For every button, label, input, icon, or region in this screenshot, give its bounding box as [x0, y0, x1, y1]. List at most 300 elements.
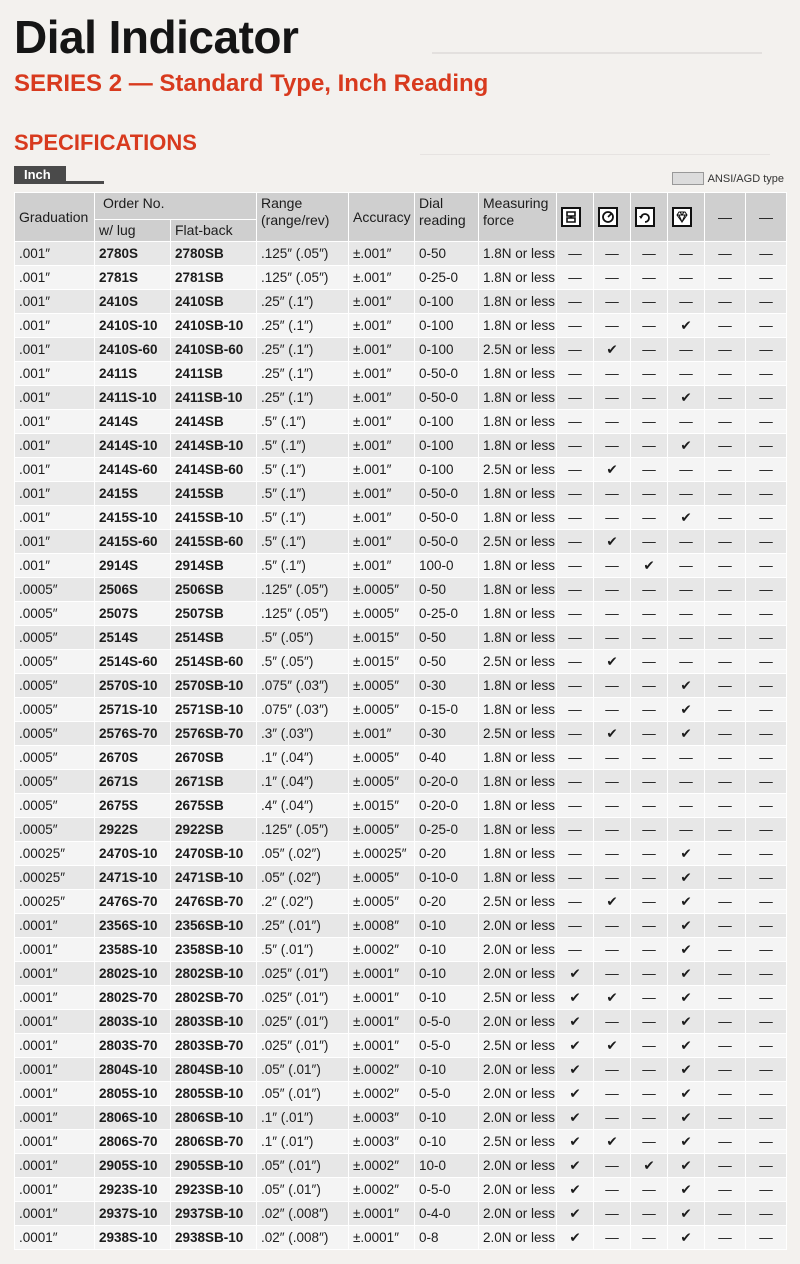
cell-feature-1: —	[557, 242, 594, 266]
cell-order-w-lug: 2476S-70	[95, 890, 171, 914]
cell-order-w-lug: 2670S	[95, 746, 171, 770]
cell-feature-2: —	[594, 674, 631, 698]
cell-measuring-force: 2.5N or less	[479, 1130, 557, 1154]
cell-order-w-lug: 2356S-10	[95, 914, 171, 938]
legend-swatch	[672, 172, 704, 185]
table-row	[15, 1082, 787, 1106]
cell-dial-reading: 0-25-0	[415, 818, 479, 842]
cell-range: .125″ (.05″)	[257, 818, 349, 842]
cell-feature-3: —	[631, 1226, 668, 1250]
cell-measuring-force: 2.5N or less	[479, 530, 557, 554]
cell-dial-reading: 0-10	[415, 1106, 479, 1130]
cell-feature-6: —	[746, 890, 787, 914]
cell-feature-2: —	[594, 1154, 631, 1178]
cell-feature-4: —	[668, 554, 705, 578]
cell-order-flat-back: 2804SB-10	[171, 1058, 257, 1082]
cell-order-w-lug: 2781S	[95, 266, 171, 290]
cell-order-w-lug: 2802S-10	[95, 962, 171, 986]
cell-order-flat-back: 2938SB-10	[171, 1226, 257, 1250]
cell-dial-reading: 0-50	[415, 650, 479, 674]
cell-feature-3: —	[631, 914, 668, 938]
cell-accuracy: ±.0005″	[349, 698, 415, 722]
cell-feature-1: —	[557, 602, 594, 626]
cell-feature-3: —	[631, 842, 668, 866]
cell-graduation: .0005″	[15, 602, 95, 626]
cell-feature-3: —	[631, 1058, 668, 1082]
cell-feature-4: —	[668, 794, 705, 818]
table-row	[15, 554, 787, 578]
cell-graduation: .0001″	[15, 1154, 95, 1178]
cell-accuracy: ±.0002″	[349, 1178, 415, 1202]
cell-feature-5: —	[705, 674, 746, 698]
cell-range: .25″ (.1″)	[257, 362, 349, 386]
cell-feature-4: ✔	[668, 938, 705, 962]
cell-feature-1: ✔	[557, 1226, 594, 1250]
cell-graduation: .0005″	[15, 650, 95, 674]
cell-measuring-force: 1.8N or less	[479, 842, 557, 866]
cell-feature-1: ✔	[557, 986, 594, 1010]
cell-feature-4: ✔	[668, 866, 705, 890]
cell-order-w-lug: 2410S-10	[95, 314, 171, 338]
cell-graduation: .001″	[15, 530, 95, 554]
cell-measuring-force: 1.8N or less	[479, 314, 557, 338]
cell-graduation: .0001″	[15, 1226, 95, 1250]
cell-order-w-lug: 2414S-10	[95, 434, 171, 458]
cell-order-flat-back: 2514SB	[171, 626, 257, 650]
table-row	[15, 434, 787, 458]
cell-feature-5: —	[705, 386, 746, 410]
cell-feature-4: —	[668, 266, 705, 290]
cell-graduation: .001″	[15, 266, 95, 290]
unit-tab: Inch	[14, 166, 66, 184]
cell-range: .125″ (.05″)	[257, 266, 349, 290]
cell-feature-5: —	[705, 1130, 746, 1154]
cell-feature-1: ✔	[557, 1178, 594, 1202]
cell-measuring-force: 2.5N or less	[479, 722, 557, 746]
cell-accuracy: ±.0002″	[349, 938, 415, 962]
cell-order-flat-back: 2414SB-60	[171, 458, 257, 482]
cell-feature-6: —	[746, 266, 787, 290]
cell-feature-4: ✔	[668, 1178, 705, 1202]
cell-feature-6: —	[746, 1010, 787, 1034]
legend	[672, 172, 784, 185]
cell-range: .3″ (.03″)	[257, 722, 349, 746]
cell-range: .125″ (.05″)	[257, 578, 349, 602]
cell-accuracy: ±.0008″	[349, 914, 415, 938]
cell-feature-5: —	[705, 1010, 746, 1034]
cell-feature-4: —	[668, 482, 705, 506]
cell-dial-reading: 0-50-0	[415, 482, 479, 506]
cell-graduation: .0005″	[15, 746, 95, 770]
cell-feature-5: —	[705, 338, 746, 362]
cell-graduation: .0001″	[15, 1178, 95, 1202]
cell-feature-6: —	[746, 1106, 787, 1130]
cell-measuring-force: 1.8N or less	[479, 602, 557, 626]
table-row	[15, 602, 787, 626]
cell-order-w-lug: 2576S-70	[95, 722, 171, 746]
cell-range: .02″ (.008″)	[257, 1202, 349, 1226]
cell-accuracy: ±.0005″	[349, 578, 415, 602]
cell-accuracy: ±.001″	[349, 506, 415, 530]
cell-feature-6: —	[746, 626, 787, 650]
table-row	[15, 1010, 787, 1034]
cell-feature-3: —	[631, 746, 668, 770]
cell-feature-1: —	[557, 554, 594, 578]
cell-feature-4: ✔	[668, 434, 705, 458]
cell-feature-4: ✔	[668, 1130, 705, 1154]
cell-measuring-force: 2.5N or less	[479, 458, 557, 482]
cell-accuracy: ±.0005″	[349, 770, 415, 794]
cell-dial-reading: 0-25-0	[415, 266, 479, 290]
cell-order-w-lug: 2415S-60	[95, 530, 171, 554]
cell-measuring-force: 2.5N or less	[479, 1034, 557, 1058]
cell-feature-4: —	[668, 338, 705, 362]
page-subtitle: SERIES 2 — Standard Type, Inch Reading	[14, 70, 489, 97]
cell-dial-reading: 0-100	[415, 410, 479, 434]
cell-feature-6: —	[746, 1058, 787, 1082]
cell-range: .02″ (.008″)	[257, 1226, 349, 1250]
cell-feature-2: —	[594, 386, 631, 410]
cell-order-flat-back: 2414SB-10	[171, 434, 257, 458]
table-row	[15, 818, 787, 842]
cell-accuracy: ±.001″	[349, 530, 415, 554]
cell-feature-2: —	[594, 410, 631, 434]
spec-table-body	[15, 242, 787, 1250]
cell-feature-1: —	[557, 410, 594, 434]
cell-measuring-force: 1.8N or less	[479, 578, 557, 602]
cell-range: .075″ (.03″)	[257, 698, 349, 722]
cell-accuracy: ±.001″	[349, 242, 415, 266]
cell-feature-2: —	[594, 866, 631, 890]
cell-feature-3: —	[631, 866, 668, 890]
cell-measuring-force: 2.5N or less	[479, 338, 557, 362]
cell-range: .1″ (.04″)	[257, 746, 349, 770]
cell-measuring-force: 2.0N or less	[479, 1058, 557, 1082]
cell-feature-3: —	[631, 530, 668, 554]
cell-order-w-lug: 2806S-70	[95, 1130, 171, 1154]
cell-accuracy: ±.0005″	[349, 866, 415, 890]
cell-range: .125″ (.05″)	[257, 242, 349, 266]
cell-dial-reading: 0-8	[415, 1226, 479, 1250]
cell-accuracy: ±.001″	[349, 362, 415, 386]
cell-accuracy: ±.0001″	[349, 1010, 415, 1034]
cell-feature-6: —	[746, 938, 787, 962]
cell-feature-6: —	[746, 770, 787, 794]
cell-feature-5: —	[705, 962, 746, 986]
cell-feature-2: —	[594, 818, 631, 842]
cell-graduation: .0001″	[15, 1010, 95, 1034]
cell-feature-3: —	[631, 362, 668, 386]
cell-measuring-force: 1.8N or less	[479, 410, 557, 434]
cell-order-w-lug: 2507S	[95, 602, 171, 626]
cell-feature-6: —	[746, 746, 787, 770]
cell-range: .25″ (.1″)	[257, 314, 349, 338]
cell-feature-5: —	[705, 650, 746, 674]
cell-feature-4: ✔	[668, 914, 705, 938]
cell-feature-5: —	[705, 722, 746, 746]
table-row	[15, 986, 787, 1010]
cell-feature-4: ✔	[668, 1082, 705, 1106]
cell-order-w-lug: 2506S	[95, 578, 171, 602]
cell-graduation: .0005″	[15, 818, 95, 842]
cell-range: .5″ (.1″)	[257, 554, 349, 578]
cell-feature-1: —	[557, 578, 594, 602]
cell-graduation: .0001″	[15, 962, 95, 986]
cell-measuring-force: 2.0N or less	[479, 962, 557, 986]
cell-range: .025″ (.01″)	[257, 986, 349, 1010]
cell-order-w-lug: 2922S	[95, 818, 171, 842]
table-row	[15, 506, 787, 530]
cell-feature-1: —	[557, 482, 594, 506]
cell-feature-2: —	[594, 314, 631, 338]
cell-graduation: .0005″	[15, 698, 95, 722]
cell-order-w-lug: 2415S-10	[95, 506, 171, 530]
cell-feature-5: —	[705, 818, 746, 842]
cell-dial-reading: 0-20-0	[415, 770, 479, 794]
cell-range: .125″ (.05″)	[257, 602, 349, 626]
cell-feature-1: —	[557, 914, 594, 938]
cell-feature-4: ✔	[668, 986, 705, 1010]
cell-dial-reading: 0-10	[415, 938, 479, 962]
cell-order-flat-back: 2476SB-70	[171, 890, 257, 914]
cell-feature-5: —	[705, 986, 746, 1010]
cell-feature-2: —	[594, 242, 631, 266]
cell-feature-3: —	[631, 962, 668, 986]
cell-range: .05″ (.01″)	[257, 1154, 349, 1178]
cell-feature-5: —	[705, 746, 746, 770]
cell-dial-reading: 0-25-0	[415, 602, 479, 626]
cell-order-flat-back: 2506SB	[171, 578, 257, 602]
cell-feature-5: —	[705, 434, 746, 458]
table-row	[15, 458, 787, 482]
cell-feature-5: —	[705, 938, 746, 962]
cell-feature-4: —	[668, 362, 705, 386]
cell-order-flat-back: 2914SB	[171, 554, 257, 578]
cell-feature-3: —	[631, 578, 668, 602]
table-row	[15, 1154, 787, 1178]
cell-feature-2: ✔	[594, 890, 631, 914]
cell-feature-6: —	[746, 1226, 787, 1250]
cell-order-flat-back: 2923SB-10	[171, 1178, 257, 1202]
cell-dial-reading: 0-15-0	[415, 698, 479, 722]
cell-feature-3: —	[631, 602, 668, 626]
cell-range: .05″ (.02″)	[257, 842, 349, 866]
cell-order-flat-back: 2780SB	[171, 242, 257, 266]
cell-feature-4: ✔	[668, 1034, 705, 1058]
cell-measuring-force: 1.8N or less	[479, 290, 557, 314]
cell-feature-4: —	[668, 242, 705, 266]
cell-dial-reading: 0-30	[415, 674, 479, 698]
cell-feature-6: —	[746, 842, 787, 866]
cell-dial-reading: 0-50-0	[415, 386, 479, 410]
cell-range: .05″ (.01″)	[257, 1058, 349, 1082]
cell-graduation: .0005″	[15, 674, 95, 698]
cell-feature-2: ✔	[594, 338, 631, 362]
cell-order-w-lug: 2937S-10	[95, 1202, 171, 1226]
cell-feature-4: ✔	[668, 506, 705, 530]
cell-feature-4: ✔	[668, 1010, 705, 1034]
cell-measuring-force: 1.8N or less	[479, 434, 557, 458]
cell-feature-1: ✔	[557, 1202, 594, 1226]
cell-feature-5: —	[705, 1202, 746, 1226]
table-row	[15, 578, 787, 602]
cell-dial-reading: 0-20	[415, 842, 479, 866]
cell-order-flat-back: 2470SB-10	[171, 842, 257, 866]
cell-order-w-lug: 2923S-10	[95, 1178, 171, 1202]
cell-order-flat-back: 2414SB	[171, 410, 257, 434]
table-row	[15, 482, 787, 506]
cell-feature-2: —	[594, 482, 631, 506]
cell-feature-3: —	[631, 650, 668, 674]
cell-feature-1: —	[557, 506, 594, 530]
cell-dial-reading: 0-5-0	[415, 1010, 479, 1034]
cell-feature-4: ✔	[668, 674, 705, 698]
cell-feature-5: —	[705, 578, 746, 602]
cell-feature-1: ✔	[557, 1154, 594, 1178]
cell-range: .25″ (.01″)	[257, 914, 349, 938]
cell-range: .4″ (.04″)	[257, 794, 349, 818]
cell-feature-2: —	[594, 362, 631, 386]
cell-accuracy: ±.001″	[349, 290, 415, 314]
cell-feature-5: —	[705, 1106, 746, 1130]
cell-feature-1: —	[557, 770, 594, 794]
cell-measuring-force: 2.0N or less	[479, 1226, 557, 1250]
cell-feature-1: —	[557, 530, 594, 554]
cell-feature-6: —	[746, 1154, 787, 1178]
cell-accuracy: ±.0003″	[349, 1130, 415, 1154]
cell-feature-6: —	[746, 1130, 787, 1154]
cell-order-w-lug: 2806S-10	[95, 1106, 171, 1130]
cell-accuracy: ±.0001″	[349, 1034, 415, 1058]
cell-order-flat-back: 2358SB-10	[171, 938, 257, 962]
cell-feature-5: —	[705, 314, 746, 338]
cell-measuring-force: 1.8N or less	[479, 794, 557, 818]
col-jeweled-bearing	[668, 193, 705, 242]
cell-accuracy: ±.00025″	[349, 842, 415, 866]
cell-graduation: .0001″	[15, 1202, 95, 1226]
cell-feature-6: —	[746, 362, 787, 386]
cell-dial-reading: 0-100	[415, 434, 479, 458]
cell-order-flat-back: 2471SB-10	[171, 866, 257, 890]
cell-feature-5: —	[705, 482, 746, 506]
cell-feature-6: —	[746, 458, 787, 482]
cell-feature-1: —	[557, 698, 594, 722]
cell-feature-4: ✔	[668, 1058, 705, 1082]
cell-accuracy: ±.001″	[349, 434, 415, 458]
cell-order-flat-back: 2803SB-10	[171, 1010, 257, 1034]
cell-feature-5: —	[705, 842, 746, 866]
cell-feature-6: —	[746, 482, 787, 506]
cell-feature-1: ✔	[557, 1130, 594, 1154]
cell-feature-2: —	[594, 842, 631, 866]
cell-feature-5: —	[705, 1178, 746, 1202]
cell-feature-5: —	[705, 266, 746, 290]
cell-feature-6: —	[746, 1178, 787, 1202]
cell-order-flat-back: 2576SB-70	[171, 722, 257, 746]
cell-order-flat-back: 2806SB-10	[171, 1106, 257, 1130]
cell-dial-reading: 0-10	[415, 962, 479, 986]
cell-feature-6: —	[746, 914, 787, 938]
cell-graduation: .0001″	[15, 1082, 95, 1106]
cell-feature-2: ✔	[594, 1130, 631, 1154]
cell-feature-3: —	[631, 1010, 668, 1034]
cell-feature-2: —	[594, 962, 631, 986]
cell-feature-3: —	[631, 482, 668, 506]
cell-feature-2: —	[594, 914, 631, 938]
cell-feature-6: —	[746, 506, 787, 530]
cell-feature-2: —	[594, 1106, 631, 1130]
cell-feature-5: —	[705, 530, 746, 554]
cell-order-w-lug: 2780S	[95, 242, 171, 266]
cell-feature-5: —	[705, 602, 746, 626]
cell-feature-4: —	[668, 746, 705, 770]
cell-dial-reading: 0-50-0	[415, 506, 479, 530]
table-row	[15, 770, 787, 794]
cell-feature-2: —	[594, 938, 631, 962]
cell-accuracy: ±.0005″	[349, 602, 415, 626]
cell-feature-5: —	[705, 290, 746, 314]
cell-feature-3: —	[631, 338, 668, 362]
cell-accuracy: ±.001″	[349, 410, 415, 434]
cell-measuring-force: 2.0N or less	[479, 1010, 557, 1034]
table-row	[15, 290, 787, 314]
cell-feature-6: —	[746, 866, 787, 890]
cell-order-w-lug: 2802S-70	[95, 986, 171, 1010]
cell-feature-6: —	[746, 722, 787, 746]
cell-dial-reading: 0-50-0	[415, 362, 479, 386]
col-reverse-reading	[631, 193, 668, 242]
cell-feature-4: —	[668, 578, 705, 602]
cell-feature-4: ✔	[668, 722, 705, 746]
cell-graduation: .0005″	[15, 770, 95, 794]
cell-feature-6: —	[746, 698, 787, 722]
cell-feature-2: ✔	[594, 458, 631, 482]
col-accuracy: Accuracy	[349, 193, 415, 242]
col-flat-back: Flat-back	[171, 220, 257, 242]
cell-feature-4: —	[668, 818, 705, 842]
cell-feature-2: —	[594, 1202, 631, 1226]
cell-order-w-lug: 2414S	[95, 410, 171, 434]
cell-feature-3: —	[631, 242, 668, 266]
cell-feature-5: —	[705, 458, 746, 482]
cell-dial-reading: 0-100	[415, 290, 479, 314]
cell-order-flat-back: 2670SB	[171, 746, 257, 770]
cell-feature-5: —	[705, 362, 746, 386]
cell-order-w-lug: 2414S-60	[95, 458, 171, 482]
cell-range: .5″ (.05″)	[257, 650, 349, 674]
cell-measuring-force: 2.0N or less	[479, 1082, 557, 1106]
cell-feature-5: —	[705, 1154, 746, 1178]
cell-feature-5: —	[705, 626, 746, 650]
cell-order-flat-back: 2806SB-70	[171, 1130, 257, 1154]
cell-feature-1: —	[557, 794, 594, 818]
cell-range: .075″ (.03″)	[257, 674, 349, 698]
cell-feature-1: —	[557, 746, 594, 770]
cell-measuring-force: 1.8N or less	[479, 554, 557, 578]
cell-graduation: .0005″	[15, 626, 95, 650]
cell-dial-reading: 0-50	[415, 578, 479, 602]
cell-order-w-lug: 2671S	[95, 770, 171, 794]
cell-accuracy: ±.001″	[349, 338, 415, 362]
cell-measuring-force: 2.0N or less	[479, 938, 557, 962]
cell-dial-reading: 0-30	[415, 722, 479, 746]
cell-dial-reading: 0-5-0	[415, 1178, 479, 1202]
table-row	[15, 242, 787, 266]
cell-feature-6: —	[746, 434, 787, 458]
cell-measuring-force: 1.8N or less	[479, 818, 557, 842]
table-row	[15, 698, 787, 722]
legend-label: ANSI/AGD type	[707, 172, 784, 185]
